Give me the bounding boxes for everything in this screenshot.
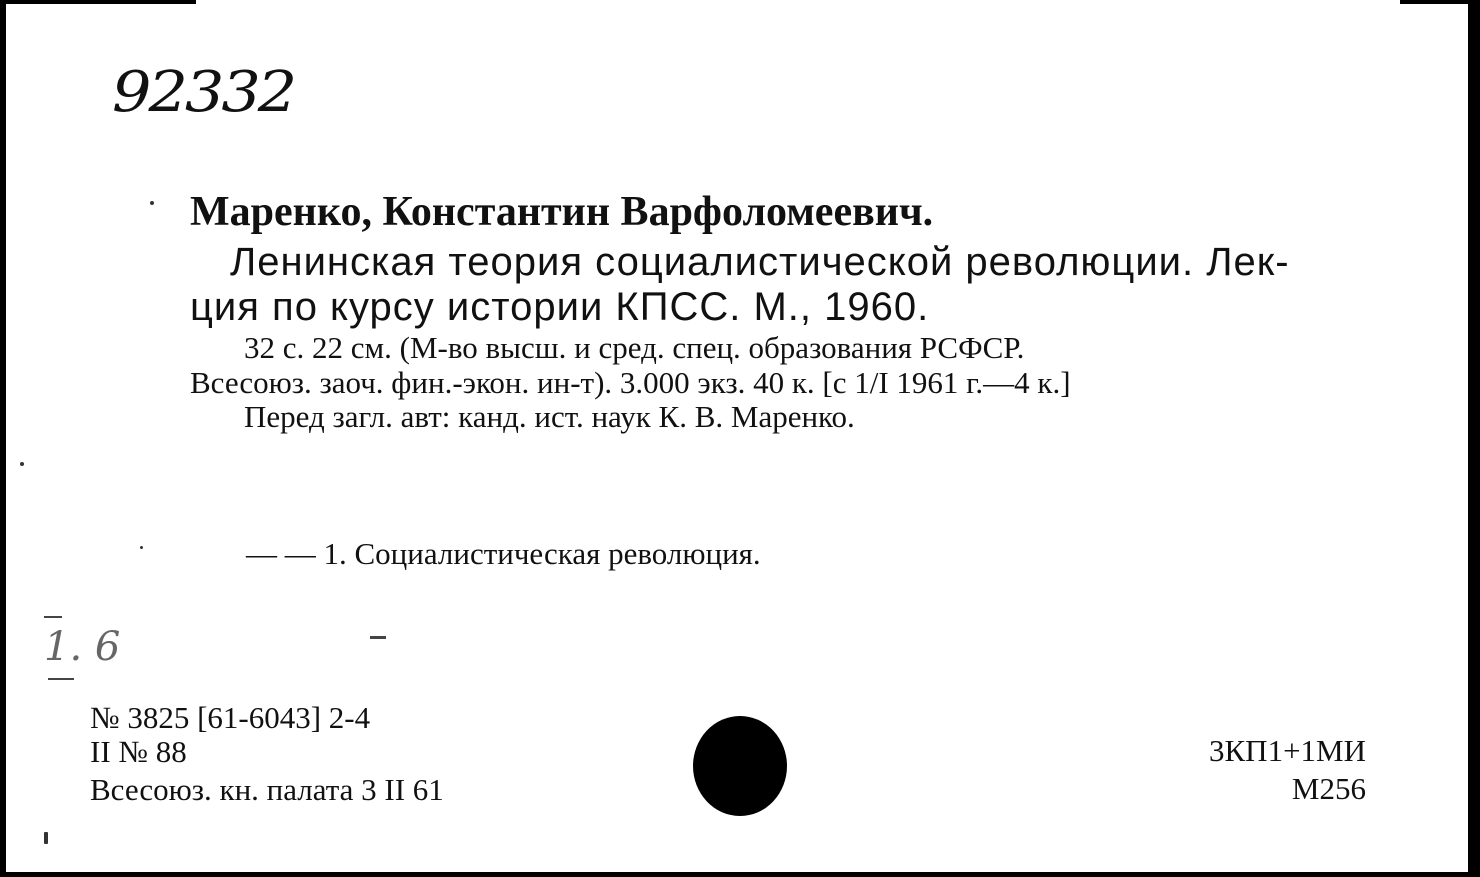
title-line-2: ция по курсу истории КПСС. М., 1960. (190, 285, 930, 329)
scan-edge-top-left (0, 0, 196, 4)
scan-speck (20, 462, 24, 466)
card-number-line: № 3825 [61-6043] 2-4 (90, 700, 371, 735)
scan-speck (140, 546, 143, 549)
pencil-mark (370, 636, 386, 639)
title-line-1: Ленинская теория социалистической революции. Лек- (230, 240, 1290, 284)
pencil-mark (48, 678, 74, 680)
punch-hole (693, 716, 787, 816)
handwritten-note: 1. 6 (44, 624, 121, 670)
pencil-mark (44, 616, 62, 618)
scan-edge-left (0, 0, 6, 877)
imprint-line-2: Всесоюз. заоч. фин.-экон. ин-т). 3.000 экз. 40 к. [с 1/I 1961 г.—4 к.] (190, 365, 1071, 400)
author-heading: Маренко, Константин Варфоломеевич. (190, 189, 934, 235)
subject-heading: — — 1. Социалистическая революция. (246, 536, 761, 571)
chamber-line: Всесоюз. кн. палата 3 II 61 (90, 772, 444, 807)
accession-number: 92332 (112, 58, 295, 125)
scan-edge-right (1468, 0, 1480, 877)
imprint-line-3: Перед загл. авт: канд. ист. наук К. В. Маренко. (244, 399, 855, 434)
author-mark: М256 (1291, 771, 1366, 806)
imprint-line-1: 32 с. 22 см. (М-во высш. и сред. спец. образования РСФСР. (244, 330, 1025, 365)
register-line: II № 88 (90, 734, 187, 769)
scan-edge-bottom (0, 872, 1480, 877)
scan-speck (150, 201, 154, 205)
scan-speck (44, 832, 48, 844)
scan-edge-top-right (1400, 0, 1480, 4)
classification-index: 3КП1+1МИ (1209, 733, 1366, 768)
